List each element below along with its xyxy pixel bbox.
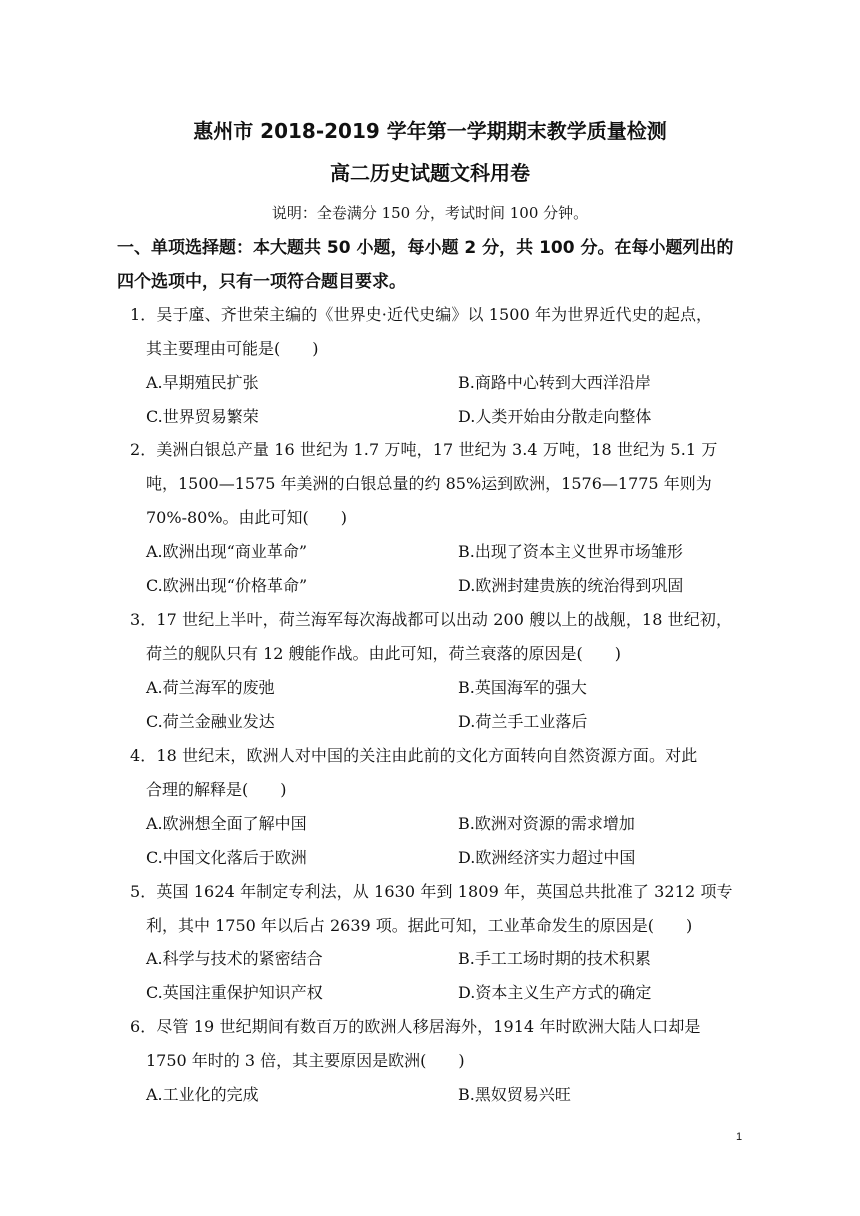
question-stem: 3．17 世纪上半叶，荷兰海军每次海战都可以出动 200 艘以上的战舰，18 世纪初， xyxy=(130,610,733,629)
option-b[interactable]: B.欧洲对资源的需求增加 xyxy=(458,814,635,833)
exam-title: 惠州市 2018-2019 学年第一学期期末教学质量检测 xyxy=(193,119,667,143)
option-b[interactable]: B.商路中心转到大西洋沿岸 xyxy=(458,373,651,392)
option-b[interactable]: B.英国海军的强大 xyxy=(458,678,587,697)
option-d[interactable]: D.欧洲经济实力超过中国 xyxy=(458,848,636,867)
option-d[interactable]: D.人类开始由分散走向整体 xyxy=(458,407,652,426)
question-stem-cont: 1750 年时的 3 倍，其主要原因是欧洲( ) xyxy=(146,1051,465,1070)
option-a[interactable]: A.荷兰海军的废弛 xyxy=(146,678,275,697)
question-stem: 5．英国 1624 年制定专利法，从 1630 年到 1809 年，英国总共批准了 3212 项专 xyxy=(130,882,733,901)
option-c[interactable]: C.世界贸易繁荣 xyxy=(146,407,259,426)
question-stem-cont: 70%-80%。由此可知( ) xyxy=(146,508,348,527)
option-b[interactable]: B.黑奴贸易兴旺 xyxy=(458,1085,571,1104)
option-c[interactable]: C.荷兰金融业发达 xyxy=(146,712,275,731)
section-heading-cont: 四个选项中，只有一项符合题目要求。 xyxy=(117,272,406,292)
option-c[interactable]: C.中国文化落后于欧洲 xyxy=(146,848,307,867)
question-stem-cont: 合理的解释是( ) xyxy=(146,780,287,799)
question-stem: 6．尽管 19 世纪期间有数百万的欧洲人移居海外，1914 年时欧洲大陆人口却是 xyxy=(130,1017,701,1036)
question-stem-cont: 利，其中 1750 年以后占 2639 项。据此可知，工业革命发生的原因是( ) xyxy=(146,916,693,935)
question-stem-cont: 荷兰的舰队只有 12 艘能作战。由此可知，荷兰衰落的原因是( ) xyxy=(146,644,622,663)
option-a[interactable]: A.欧洲想全面了解中国 xyxy=(146,814,307,833)
option-a[interactable]: A.欧洲出现“商业革命” xyxy=(146,542,308,561)
exam-instructions: 说明：全卷满分 150 分，考试时间 100 分钟。 xyxy=(271,204,589,222)
option-b[interactable]: B.出现了资本主义世界市场雏形 xyxy=(458,542,683,561)
option-d[interactable]: D.欧洲封建贵族的统治得到巩固 xyxy=(458,576,684,595)
option-d[interactable]: D.资本主义生产方式的确定 xyxy=(458,983,652,1002)
question-stem: 2．美洲白银总产量 16 世纪为 1.7 万吨，17 世纪为 3.4 万吨，18 世纪为 5.1 万 xyxy=(130,440,718,459)
option-c[interactable]: C.欧洲出现“价格革命” xyxy=(146,576,308,595)
page-number: 1 xyxy=(736,1131,743,1143)
option-a[interactable]: A.科学与技术的紧密结合 xyxy=(146,949,323,968)
question-stem-cont: 吨，1500—1575 年美洲的白银总量的约 85%运到欧洲，1576—1775 年则为 xyxy=(146,474,712,493)
question-stem: 4．18 世纪末，欧洲人对中国的关注由此前的文化方面转向自然资源方面。对此 xyxy=(130,746,698,765)
question-stem-cont: 其主要理由可能是( ) xyxy=(146,339,319,358)
option-d[interactable]: D.荷兰手工业落后 xyxy=(458,712,588,731)
question-stem: 1．吴于廑、齐世荣主编的《世界史·近代史编》以 1500 年为世界近代史的起点， xyxy=(130,305,713,324)
section-heading: 一、单项选择题：本大题共 50 小题，每小题 2 分，共 100 分。在每小题列出的 xyxy=(117,238,734,258)
option-a[interactable]: A.早期殖民扩张 xyxy=(146,373,259,392)
exam-subtitle: 高二历史试题文科用卷 xyxy=(330,161,530,185)
option-a[interactable]: A.工业化的完成 xyxy=(146,1085,259,1104)
option-b[interactable]: B.手工工场时期的技术积累 xyxy=(458,949,651,968)
option-c[interactable]: C.英国注重保护知识产权 xyxy=(146,983,323,1002)
